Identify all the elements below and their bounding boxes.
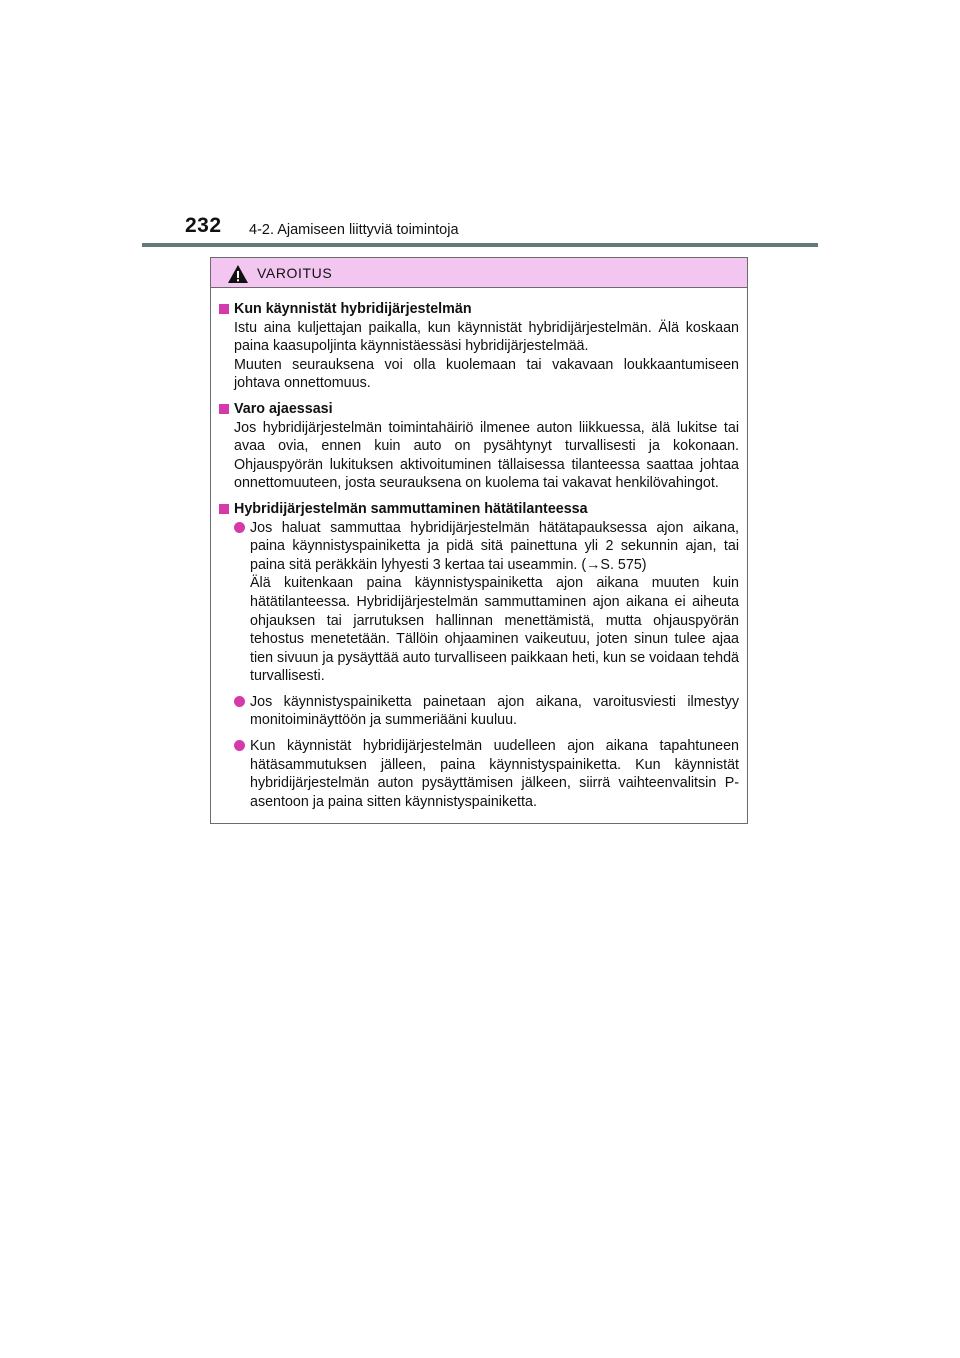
warning-header — [211, 258, 747, 288]
warning-title: VAROITUS — [257, 264, 333, 281]
header-divider — [142, 243, 818, 247]
square-bullet-icon — [219, 304, 229, 314]
warning-section-emergency-stop — [219, 500, 739, 812]
warning-section-starting — [219, 300, 739, 393]
list-item: Kun käynnistät hybridijärjestelmän uudelleen ajon aikana tapahtuneen hätäsammutuksen jälleen, paina käynnistyspainiketta. Kun käynnistät hybridijärjestelmän auton pysäyttämisen jälkeen, siirrä vaihteenvalitsin P-asentoon ja paina sitten käynnistyspainiketta. — [219, 737, 739, 811]
warning-box — [210, 257, 748, 824]
section-paragraph: Jos hybridijärjestelmän toimintahäiriö ilmenee auton liikkuessa, älä lukitse tai avaa ovia, ennen kuin auto on pysähtynyt turvallisesti ja kokonaan. Ohjauspyörän lukituksen aktivoituminen tällaisessa tilanteessa saattaa johtaa onnettomuuteen, josta seurauksena on kuolema tai vakavat henkilövahingot. — [234, 419, 739, 492]
square-bullet-icon — [219, 504, 229, 514]
circle-bullet-icon — [234, 740, 245, 751]
section-title: 4-2. Ajamiseen liittyviä toimintoja — [249, 222, 459, 238]
circle-bullet-icon — [234, 696, 245, 707]
section-paragraph: Istu aina kuljettajan paikalla, kun käynnistät hybridijärjestelmän. Älä koskaan paina kaasupoljinta käynnistäessäsi hybridijärjestelmää. Muuten seurauksena voi olla kuolemaan tai vakavaan loukkaantumiseen johtava onnettomuus. — [234, 319, 739, 392]
list-item: Jos haluat sammuttaa hybridijärjestelmän hätätapauksessa ajon aikana, paina käynnistyspainiketta ja pidä sitä painettuna yli 2 sekunnin ajan, tai paina sitä peräkkäin lyhyesti 3 kertaa tai useammin. (→S. 575) Älä kuitenkaan paina käynnistyspainiketta ajon aikana muuten kuin hätätilanteessa. Hybridijärjestelmän sammuttaminen ajon aikana ei aiheuta ohjauksen tai jarrutuksen hallinnan menettämistä, mutta ohjauspyörän tehostus menetetään. Tällöin ohjaaminen vaikeutuu, joten sinun tulee ajaa tien sivuun ja pysäyttää auto turvalliseen paikkaan heti, kun se voidaan tehdä turvallisesti. — [219, 519, 739, 686]
circle-bullet-icon — [234, 522, 245, 533]
section-heading: Kun käynnistät hybridijärjestelmän — [219, 300, 739, 319]
section-heading: Varo ajaessasi — [219, 400, 739, 419]
warning-triangle-icon — [227, 264, 249, 284]
list-item: Jos käynnistyspainiketta painetaan ajon aikana, varoitusviesti ilmestyy monitoiminäyttöön ja summeriääni kuuluu. — [219, 693, 739, 730]
section-heading: Hybridijärjestelmän sammuttaminen hätätilanteessa — [219, 500, 739, 519]
square-bullet-icon — [219, 404, 229, 414]
page-number: 232 — [185, 214, 222, 237]
warning-body — [211, 288, 747, 811]
warning-section-driving — [219, 400, 739, 493]
